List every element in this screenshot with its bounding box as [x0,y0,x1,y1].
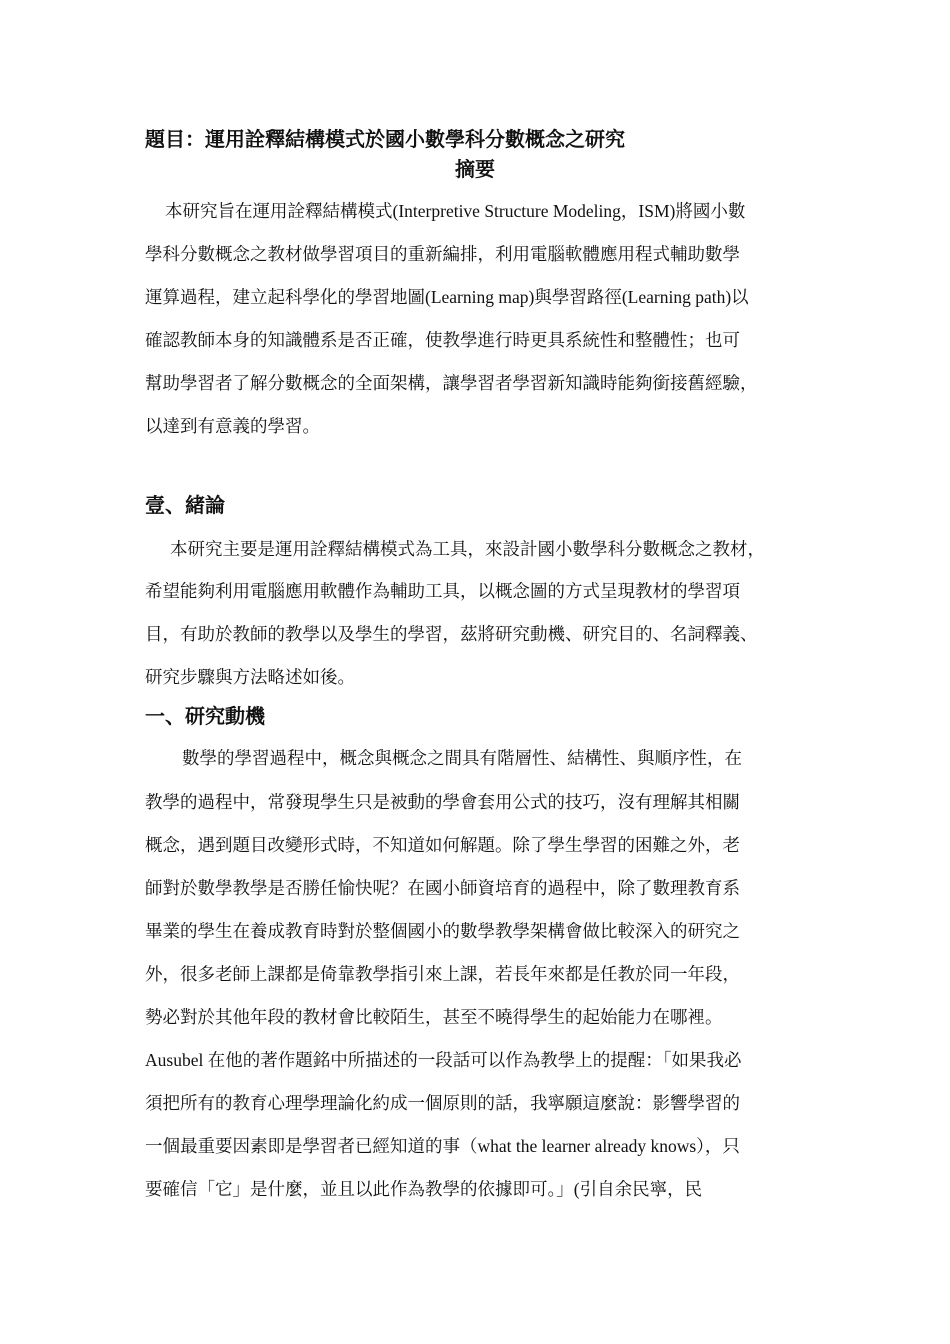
subsection-heading: 一、研究動機 [145,706,265,728]
subsection-line: 畢業的學生在養成教育時對於整個國小的數學教學架構會做比較深入的研究之 [145,921,740,941]
abstract-line: 運算過程，建立起科學化的學習地圖(Learning map)與學習路徑(Learning path)以 [145,287,749,307]
section-line: 目，有助於教師的教學以及學生的學習，茲將研究動機、研究目的、名詞釋義、 [145,624,758,644]
subsection-line: 外，很多老師上課都是倚靠教學指引來上課，若長年來都是任教於同一年段， [145,964,740,984]
subsection-line: 師對於數學教學是否勝任愉快呢？在國小師資培育的過程中，除了數理教育系 [145,878,740,898]
abstract-heading: 摘要 [455,159,495,181]
subsection-line: 要確信「它」是什麼，並且以此作為教學的依據即可。」(引自余民寧，民 [145,1179,703,1199]
section-heading: 壹、緒論 [145,495,225,517]
abstract-line: 以達到有意義的學習。 [145,416,320,436]
section-line: 研究步驟與方法略述如後。 [145,667,355,687]
subsection-line: Ausubel 在他的著作題銘中所描述的一段話可以作為教學上的提醒：「如果我必 [145,1050,742,1070]
subsection-line: 一個最重要因素即是學習者已經知道的事（what the learner already knows），只 [145,1136,740,1156]
abstract-line: 確認教師本身的知識體系是否正確，使教學進行時更具系統性和整體性；也可 [145,330,740,350]
document-title: 題目：運用詮釋結構模式於國小數學科分數概念之研究 [145,129,625,151]
abstract-line: 本研究旨在運用詮釋結構模式(Interpretive Structure Modeling，ISM)將國小數 [165,201,746,221]
subsection-line: 須把所有的教育心理學理論化約成一個原則的話，我寧願這麼說：影響學習的 [145,1093,740,1113]
abstract-line: 幫助學習者了解分數概念的全面架構，讓學習者學習新知識時能夠銜接舊經驗， [145,373,758,393]
subsection-line: 數學的學習過程中，概念與概念之間具有階層性、結構性、與順序性，在 [182,748,742,768]
subsection-line: 教學的過程中，常發現學生只是被動的學會套用公式的技巧，沒有理解其相關 [145,792,740,812]
section-line: 希望能夠利用電腦應用軟體作為輔助工具，以概念圖的方式呈現教材的學習項 [145,581,740,601]
subsection-line: 勢必對於其他年段的教材會比較陌生，甚至不曉得學生的起始能力在哪裡。 [145,1007,723,1027]
abstract-line: 學科分數概念之教材做學習項目的重新編排，利用電腦軟體應用程式輔助數學 [145,244,740,264]
section-line: 本研究主要是運用詮釋結構模式為工具，來設計國小數學科分數概念之教材， [170,539,765,559]
subsection-line: 概念，遇到題目改變形式時，不知道如何解題。除了學生學習的困難之外，老 [145,835,740,855]
